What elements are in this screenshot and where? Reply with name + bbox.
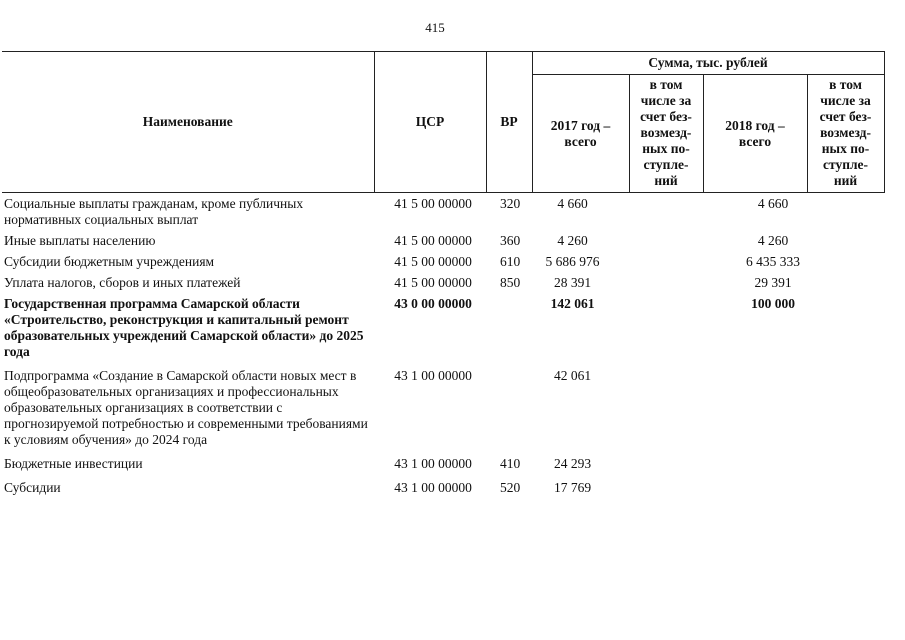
row-vr: 850 <box>500 275 521 290</box>
row-2017-total: 5 686 976 <box>545 254 600 269</box>
row-2018-grants <box>807 193 884 231</box>
page-number: 415 <box>425 20 445 35</box>
row-2018-grants <box>807 272 884 293</box>
row-csr: 41 5 00 00000 <box>394 275 472 290</box>
budget-table <box>2 51 885 498</box>
row-2018-grants <box>807 450 884 474</box>
row-vr: 610 <box>500 254 521 269</box>
row-name: Социальные выплаты гражданам, кроме публичных нормативных социальных выплат <box>4 196 304 227</box>
row-name: Субсидии бюджетным учреждениям <box>4 254 215 269</box>
row-vr: 360 <box>500 233 521 248</box>
header-2017-total: 2017 год – всего <box>532 75 629 193</box>
row-2018-total <box>703 450 807 474</box>
row-2017-grants <box>629 474 703 498</box>
row-2017-total: 17 769 <box>553 480 592 495</box>
row-csr: 43 1 00 00000 <box>394 456 472 471</box>
table-row <box>2 474 884 498</box>
row-2017-grants <box>629 450 703 474</box>
table-row <box>2 450 884 474</box>
row-2018-total: 4 660 <box>757 196 789 211</box>
row-2017-total: 42 061 <box>553 368 592 383</box>
header-2017-grants: в том числе за счет без- возмезд- ных по- ступле- ний <box>629 75 703 193</box>
row-2017-total: 4 660 <box>557 196 588 211</box>
row-2018-grants <box>807 251 884 272</box>
row-vr: 410 <box>500 456 521 471</box>
row-2018-total: 6 435 333 <box>746 254 800 269</box>
row-2018-total: 100 000 <box>751 296 795 311</box>
row-vr: 520 <box>500 480 521 495</box>
table-row <box>2 293 884 362</box>
row-2017-grants <box>629 251 703 272</box>
row-2017-total: 142 061 <box>550 296 595 311</box>
row-csr: 41 5 00 00000 <box>394 233 472 248</box>
row-2017-grants <box>629 230 703 251</box>
table-row <box>2 362 884 450</box>
table-row <box>2 230 884 251</box>
row-vr <box>486 293 532 362</box>
row-csr: 43 1 00 00000 <box>394 368 472 383</box>
row-2017-grants <box>629 293 703 362</box>
row-2018-total: 29 391 <box>754 275 792 290</box>
row-2017-total: 4 260 <box>557 233 588 248</box>
header-name: Наименование <box>2 52 374 193</box>
row-2018-grants <box>807 474 884 498</box>
row-name: Государственная программа Самарской области «Строительство, реконструкция и капитальный ремонт образовательных учреждений Самарской области» до 2025 года <box>4 296 364 359</box>
row-name: Субсидии <box>4 480 61 495</box>
header-2018-total: 2018 год – всего <box>703 75 807 193</box>
header-csr: ЦСР <box>374 52 486 193</box>
row-name: Бюджетные инвестиции <box>4 456 143 471</box>
header-sum-group: Сумма, тыс. рублей <box>532 52 884 75</box>
row-csr: 41 5 00 00000 <box>394 254 472 269</box>
row-csr: 43 0 00 00000 <box>394 296 472 311</box>
row-2018-total <box>703 474 807 498</box>
table-row <box>2 193 884 231</box>
table-row <box>2 251 884 272</box>
row-2018-grants <box>807 230 884 251</box>
row-2018-total: 4 260 <box>757 233 789 248</box>
table-body <box>2 193 884 499</box>
row-name: Подпрограмма «Создание в Самарской области новых мест в общеобразовательных организациях и профессиональных образовательных организациях в соответствии с прогнозируемой потребностью и современными требованиями к условиям обучения» до 2024 года <box>4 368 368 447</box>
row-csr: 43 1 00 00000 <box>394 480 472 495</box>
row-vr <box>486 362 532 450</box>
header-2018-grants: в том числе за счет без- возмезд- ных по- ступле- ний <box>807 75 884 193</box>
row-name: Иные выплаты населению <box>4 233 156 248</box>
row-2018-grants <box>807 362 884 450</box>
row-2017-grants <box>629 362 703 450</box>
row-2017-grants <box>629 193 703 231</box>
row-2017-total: 28 391 <box>553 275 592 290</box>
row-2018-grants <box>807 293 884 362</box>
row-name: Уплата налогов, сборов и иных платежей <box>4 275 241 290</box>
row-2018-total <box>703 362 807 450</box>
row-vr: 320 <box>500 196 521 211</box>
row-2017-total: 24 293 <box>553 456 592 471</box>
row-csr: 41 5 00 00000 <box>394 196 472 211</box>
row-2017-grants <box>629 272 703 293</box>
header-vr: ВР <box>486 52 532 193</box>
table-row <box>2 272 884 293</box>
